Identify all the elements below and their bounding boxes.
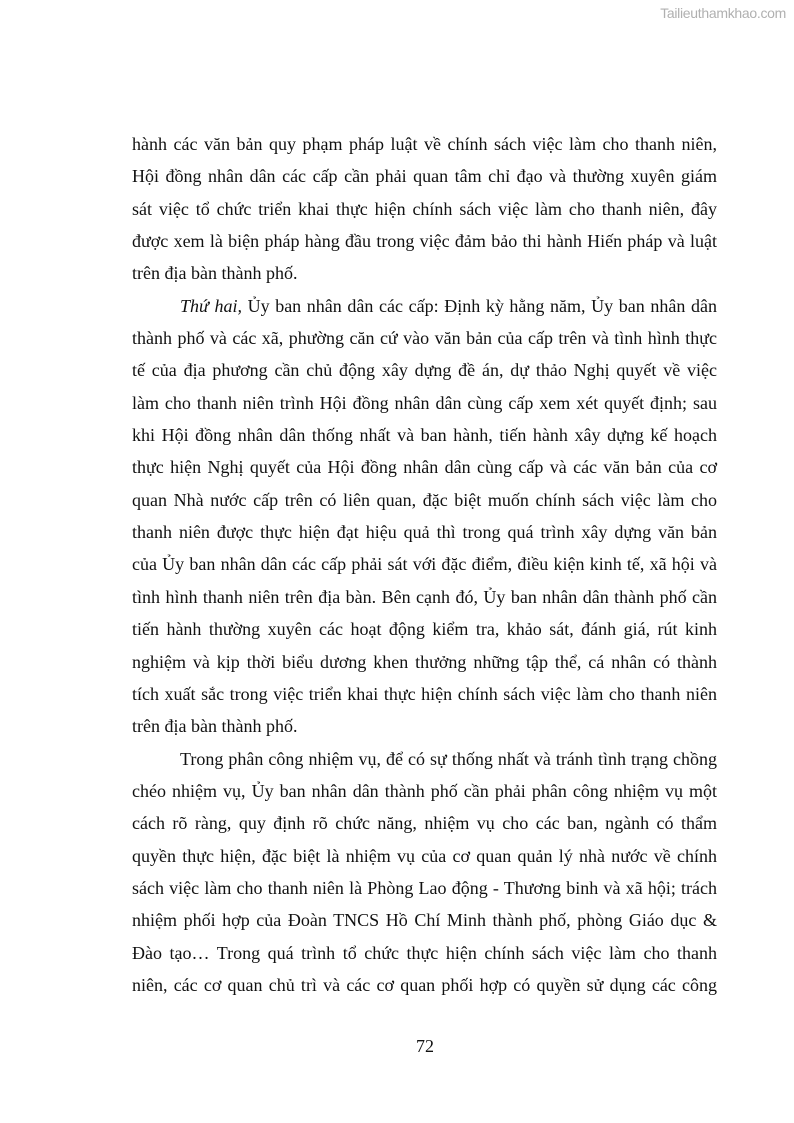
text-line: làm cho thanh niên trình Hội đồng nhân dân cùng cấp xem xét quyết định; sau <box>132 392 717 413</box>
paragraph-1 <box>132 128 717 290</box>
text-line: chéo nhiệm vụ, Ủy ban nhân dân thành phố cần phải phân công nhiệm vụ một <box>132 780 717 801</box>
page-number: 72 <box>416 1036 434 1056</box>
text-line: niên, các cơ quan chủ trì và các cơ quan phối hợp có quyền sử dụng các công <box>132 974 717 995</box>
text-line: cách rõ ràng, quy định rõ chức năng, nhiệm vụ cho các ban, ngành có thẩm <box>132 813 717 834</box>
text-line: thực hiện Nghị quyết của Hội đồng nhân dân cùng cấp và các văn bản của cơ <box>132 457 717 478</box>
text-line: quyền thực hiện, đặc biệt là nhiệm vụ của cơ quan quản lý nhà nước về chính <box>132 845 717 866</box>
document-body <box>132 128 717 1001</box>
paragraph-3 <box>132 743 717 1002</box>
text-line: hành các văn bản quy phạm pháp luật về chính sách việc làm cho thanh niên, <box>132 134 717 154</box>
text-line <box>132 290 717 322</box>
text-line: tế của địa phương cần chủ động xây dựng đề án, dự thảo Nghị quyết về việc <box>132 360 717 381</box>
text-line: sách việc làm cho thanh niên là Phòng Lao động - Thương binh và xã hội; trách <box>132 877 717 898</box>
text-line: của Ủy ban nhân dân các cấp phải sát với đặc điểm, điều kiện kinh tế, xã hội và <box>132 554 717 575</box>
text-line: nhiệm phối hợp của Đoàn TNCS Hồ Chí Minh thành phố, phòng Giáo dục & <box>132 910 717 931</box>
text-line: Hội đồng nhân dân các cấp cần phải quan tâm chỉ đạo và thường xuyên giám <box>132 166 717 187</box>
text-line: thanh niên được thực hiện đạt hiệu quả thì trong quá trình xây dựng văn bản <box>132 522 717 543</box>
text-line: thành phố và các xã, phường căn cứ vào văn bản của cấp trên và tình hình thực <box>132 328 717 349</box>
text-line: nghiệm và kịp thời biểu dương khen thưởng những tập thể, cá nhân có thành <box>132 651 717 672</box>
text-line: khi Hội đồng nhân dân thống nhất và ban hành, tiến hành xây dựng kế hoạch <box>132 425 717 446</box>
watermark: Tailieuthamkhao.com <box>660 5 786 21</box>
text-line: được xem là biện pháp hàng đầu trong việc đảm bảo thi hành Hiến pháp và luật <box>132 231 717 252</box>
text-line: trên địa bàn thành phố. <box>132 716 298 737</box>
text-line: tích xuất sắc trong việc triển khai thực hiện chính sách việc làm cho thanh niên <box>132 683 717 704</box>
text-line: tình hình thanh niên trên địa bàn. Bên cạnh đó, Ủy ban nhân dân thành phố cần <box>132 586 717 607</box>
paragraph-2 <box>132 290 717 743</box>
text-line: Đào tạo… Trong quá trình tổ chức thực hiện chính sách việc làm cho thanh <box>132 942 717 963</box>
text-line: sát việc tổ chức triển khai thực hiện chính sách việc làm cho thanh niên, đây <box>132 198 717 219</box>
text-line: quan Nhà nước cấp trên có liên quan, đặc biệt muốn chính sách việc làm cho <box>132 489 717 510</box>
text-line: tiến hành thường xuyên các hoạt động kiểm tra, khảo sát, đánh giá, rút kinh <box>132 619 717 640</box>
line-rest: Ủy ban nhân dân các cấp: Định kỳ hằng năm, Ủy ban nhân dân <box>241 295 717 316</box>
text-line: Trong phân công nhiệm vụ, để có sự thống nhất và tránh tình trạng chồng <box>180 748 717 769</box>
text-line: trên địa bàn thành phố. <box>132 263 298 284</box>
italic-lead: Thứ hai, <box>180 295 242 316</box>
